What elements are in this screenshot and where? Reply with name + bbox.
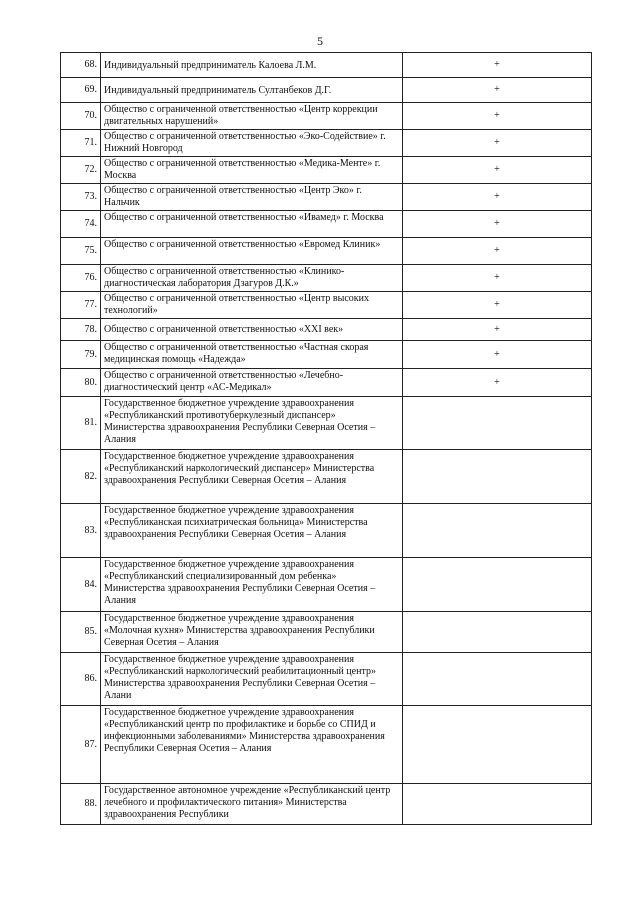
- row-mark: [403, 706, 592, 784]
- row-mark: [403, 558, 592, 612]
- table-row: [61, 558, 592, 612]
- organization-name: Государственное бюджетное учреждение здравоохранения «Молочная кухня» Министерства здравоохранения Республики Северная Осетия – Алания: [104, 613, 375, 648]
- row-mark: +: [403, 341, 592, 369]
- table-row: [61, 292, 592, 319]
- organization-name: Общество с ограниченной ответственностью «Эко-Содействие» г. Нижний Новгород: [104, 131, 386, 154]
- table-row: [61, 53, 592, 78]
- row-number: 74.: [61, 211, 101, 238]
- row-number: 77.: [61, 292, 101, 319]
- organization-name: Государственное бюджетное учреждение здравоохранения «Республиканский наркологический реабилитационный центр» Министерства здравоохранения Республики Северная Осетия – Алани: [104, 654, 376, 701]
- row-number: 75.: [61, 238, 101, 265]
- row-number: 73.: [61, 184, 101, 211]
- organization-name: Индивидуальный предприниматель Султанбеков Д.Г.: [104, 84, 332, 96]
- table-row: [61, 450, 592, 504]
- row-number: 70.: [61, 103, 101, 130]
- row-mark: [403, 504, 592, 558]
- organization-name: Общество с ограниченной ответственностью «Клинико-диагностическая лаборатория Дзагуров Д.К.»: [104, 266, 345, 289]
- row-number: 71.: [61, 130, 101, 157]
- table-row: [61, 369, 592, 397]
- table-row: [61, 130, 592, 157]
- organization-name: Общество с ограниченной ответственностью «Медика-Менте» г. Москва: [104, 158, 381, 181]
- table-row: [61, 397, 592, 450]
- row-mark: [403, 397, 592, 450]
- organization-table: [60, 52, 592, 825]
- row-mark: +: [403, 130, 592, 157]
- row-mark: +: [403, 265, 592, 292]
- organization-name: Общество с ограниченной ответственностью «Частная скорая медицинская помощь «Надежда»: [104, 342, 369, 365]
- row-number: 68.: [61, 53, 101, 78]
- row-mark: +: [403, 238, 592, 265]
- row-mark: [403, 450, 592, 504]
- row-number: 76.: [61, 265, 101, 292]
- row-mark: [403, 784, 592, 825]
- table-row: [61, 653, 592, 706]
- organization-name: Государственное бюджетное учреждение здравоохранения «Республиканский противотуберкулезный диспансер» Министерства здравоохранения Республики Северная Осетия – Алания: [104, 398, 376, 445]
- table-row: [61, 211, 592, 238]
- organization-name: Государственное бюджетное учреждение здравоохранения «Республиканская психиатрическая больница» Министерства здравоохранения Республики Северная Осетия – Алания: [104, 505, 368, 540]
- organization-name: Государственное автономное учреждение «Республиканский центр лечебного и профилактического питания» Министерства здравоохранения Республики: [104, 785, 391, 820]
- table-row: [61, 784, 592, 825]
- table-row: [61, 319, 592, 341]
- row-number: 79.: [61, 341, 101, 369]
- table-row: [61, 238, 592, 265]
- row-mark: +: [403, 211, 592, 238]
- page-number: 5: [317, 34, 323, 48]
- row-number: 86.: [61, 653, 101, 706]
- row-number: 84.: [61, 558, 101, 612]
- organization-name: Общество с ограниченной ответственностью «Лечебно-диагностический центр «АС-Медикал»: [104, 370, 344, 393]
- organization-name: Государственное бюджетное учреждение здравоохранения «Республиканский центр по профилактике и борьбе со СПИД и инфекционными заболеваниями» Министерства здравоохранения Республики Северная Осетия – Алания: [104, 707, 385, 754]
- organization-name: Общество с ограниченной ответственностью «Центр коррекции двигательных нарушений»: [104, 104, 378, 127]
- row-mark: +: [403, 53, 592, 78]
- row-number: 78.: [61, 319, 101, 341]
- row-number: 80.: [61, 369, 101, 397]
- row-mark: +: [403, 184, 592, 211]
- row-number: 82.: [61, 450, 101, 504]
- row-mark: +: [403, 103, 592, 130]
- organization-name: Государственное бюджетное учреждение здравоохранения «Республиканский специализированный дом ребенка» Министерства здравоохранения Республики Северная Осетия – Алания: [104, 559, 376, 606]
- organization-name: Общество с ограниченной ответственностью «Центр высоких технологий»: [104, 293, 369, 316]
- row-mark: +: [403, 319, 592, 341]
- row-number: 85.: [61, 612, 101, 653]
- row-mark: +: [403, 78, 592, 103]
- table-row: [61, 78, 592, 103]
- table-row: [61, 504, 592, 558]
- organization-name: Общество с ограниченной ответственностью «Центр Эко» г. Нальчик: [104, 185, 362, 208]
- organization-name: Индивидуальный предприниматель Калоева Л.М.: [104, 59, 317, 71]
- table-row: [61, 341, 592, 369]
- row-number: 87.: [61, 706, 101, 784]
- organization-name: Государственное бюджетное учреждение здравоохранения «Республиканский наркологический диспансер» Министерства здравоохранения Республики Северная Осетия – Алания: [104, 451, 375, 486]
- row-mark: [403, 653, 592, 706]
- table-row: [61, 706, 592, 784]
- row-number: 69.: [61, 78, 101, 103]
- row-number: 88.: [61, 784, 101, 825]
- organization-name: Общество с ограниченной ответственностью «XXI век»: [104, 324, 344, 335]
- organization-name: Общество с ограниченной ответственностью «Ивамед» г. Москва: [104, 212, 384, 223]
- table-row: [61, 612, 592, 653]
- row-number: 83.: [61, 504, 101, 558]
- row-mark: +: [403, 292, 592, 319]
- row-mark: +: [403, 157, 592, 184]
- table-row: [61, 157, 592, 184]
- table-row: [61, 184, 592, 211]
- table-row: [61, 265, 592, 292]
- row-number: 72.: [61, 157, 101, 184]
- row-number: 81.: [61, 397, 101, 450]
- table-row: [61, 103, 592, 130]
- row-mark: +: [403, 369, 592, 397]
- row-mark: [403, 612, 592, 653]
- organization-name: Общество с ограниченной ответственностью «Евромед Клиник»: [104, 239, 381, 250]
